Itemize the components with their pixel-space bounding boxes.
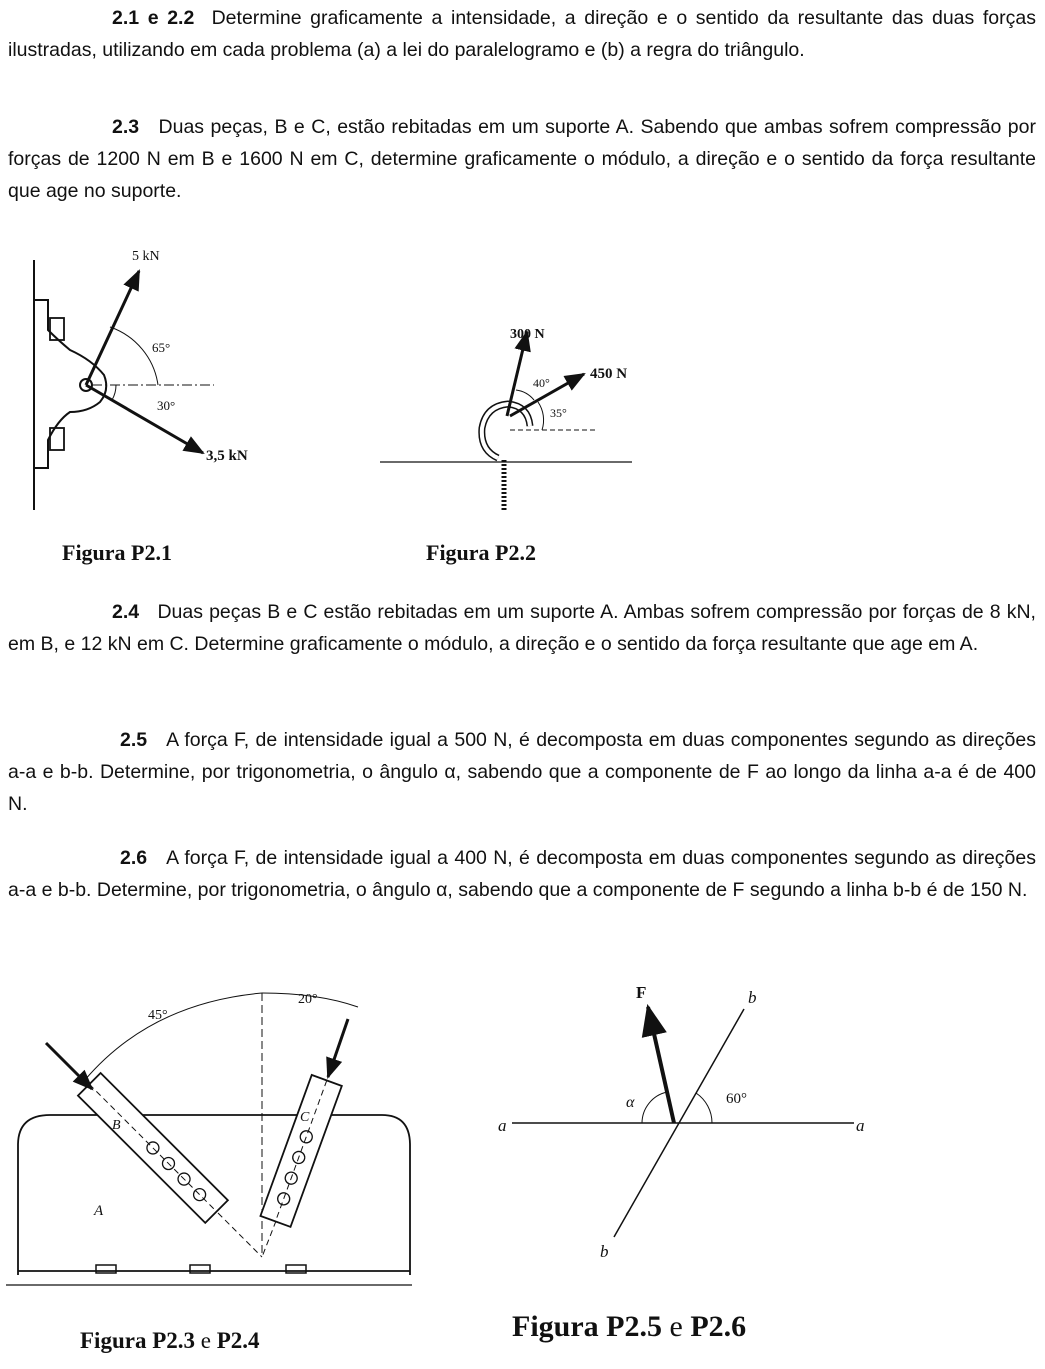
label-300n: 300 N (510, 327, 545, 342)
problem-number: 2.5 (120, 729, 148, 751)
problem-text: A força F, de intensidade igual a 400 N, é decomposta em duas componentes segundo as direções a-a e b-b. Determine, por trigonometria, o ângulo α, sabendo que a componente de F segundo a linha b-b é de 150 N. (8, 847, 1036, 901)
force-arrow-c (328, 1019, 348, 1077)
label-65: 65° (152, 340, 171, 355)
label-45: 45° (148, 1008, 168, 1023)
force-arrow-b (46, 1043, 92, 1089)
label-b: B (112, 1118, 121, 1133)
caption-p2-2: Figura P2.2 (426, 540, 536, 565)
label-c: C (300, 1110, 310, 1125)
caption-part-b: P2.6 (690, 1310, 747, 1343)
caption-part-b: P2.4 (216, 1328, 260, 1353)
label-5kn: 5 kN (132, 249, 160, 264)
problem-2-6-paragraph (8, 842, 1036, 906)
caption-p2-5 (512, 1310, 746, 1344)
figure-p2-1 (0, 240, 300, 530)
angle-arc-alpha (642, 1092, 667, 1123)
label-alpha: α (626, 1094, 635, 1111)
figure-p2-2 (370, 310, 660, 530)
problem-number: 2.4 (112, 601, 140, 623)
member-b (78, 1073, 228, 1223)
problem-text: Duas peças B e C estão rebitadas em um suporte A. Ambas sofrem compressão por forças de 8 kN, em B, e 12 kN em C. Determine graficamente o módulo, a direção e o sentido da força resultante que age em A. (8, 601, 1036, 655)
label-b-top: b (748, 988, 757, 1007)
angle-arc-40 (516, 390, 534, 400)
eye-hook-inner (482, 404, 530, 458)
caption-joiner: e (200, 1328, 211, 1353)
caption-part-a: Figura P2.3 (80, 1328, 195, 1353)
bolt-top (50, 318, 64, 340)
label-35: 35° (550, 406, 567, 420)
force-arrow-3-5kn (86, 385, 203, 453)
label-a-left: a (498, 1116, 507, 1135)
caption-joiner: e (669, 1310, 683, 1343)
figure-p2-3 (0, 975, 420, 1295)
label-b-bottom: b (600, 1242, 609, 1261)
problem-text: Duas peças, B e C, estão rebitadas em um suporte A. Sabendo que ambas sofrem compressão por forças de 1200 N em B e 1600 N em C, determine graficamente o módulo, a direção e o sentido da força resultante que age no suporte. (8, 116, 1036, 202)
label-a-support: A (94, 1203, 104, 1219)
member-c-axis-extension (262, 1221, 276, 1257)
label-a-right: a (856, 1116, 865, 1135)
label-20: 20° (298, 992, 318, 1007)
label-450n: 450 N (590, 366, 628, 382)
member-c (260, 1075, 341, 1227)
angle-arc-45 (84, 993, 262, 1081)
problem-text: Determine graficamente a intensidade, a direção e o sentido da resultante das duas forças ilustradas, utilizando em cada problema (a) a lei do paralelogramo e (b) a regra do triângulo. (8, 7, 1036, 61)
figure-p2-5 (490, 975, 890, 1265)
problem-number: 2.6 (120, 847, 148, 869)
caption-p2-1: Figura P2.1 (62, 540, 172, 565)
label-f: F (636, 983, 647, 1002)
problem-2-1-paragraph (8, 2, 1036, 66)
problem-2-3-paragraph (8, 111, 1036, 207)
caption-part-a: Figura P2.5 (512, 1310, 662, 1343)
caption-p2-3 (80, 1328, 260, 1354)
problem-2-5-paragraph (8, 724, 1036, 820)
label-60: 60° (726, 1091, 747, 1107)
label-40: 40° (533, 376, 550, 390)
angle-arc-30 (112, 385, 116, 400)
problem-text: A força F, de intensidade igual a 500 N, é decomposta em duas componentes segundo as direções a-a e b-b. Determine, por trigonometria, o ângulo α, sabendo que a componente de F ao longo da linha a-a é de 400 N. (8, 729, 1036, 815)
angle-arc-65 (110, 327, 158, 385)
member-b-axis-extension (218, 1213, 262, 1257)
label-3-5kn: 3,5 kN (206, 448, 248, 464)
problem-number: 2.3 (112, 116, 140, 138)
angle-arc-60 (696, 1093, 712, 1123)
angle-arc-35 (538, 402, 544, 430)
bracket-outline (34, 300, 106, 468)
label-30: 30° (157, 398, 176, 413)
problem-number: 2.1 e 2.2 (112, 7, 195, 29)
force-arrow-f (648, 1007, 674, 1123)
problem-2-4-paragraph (8, 596, 1036, 660)
